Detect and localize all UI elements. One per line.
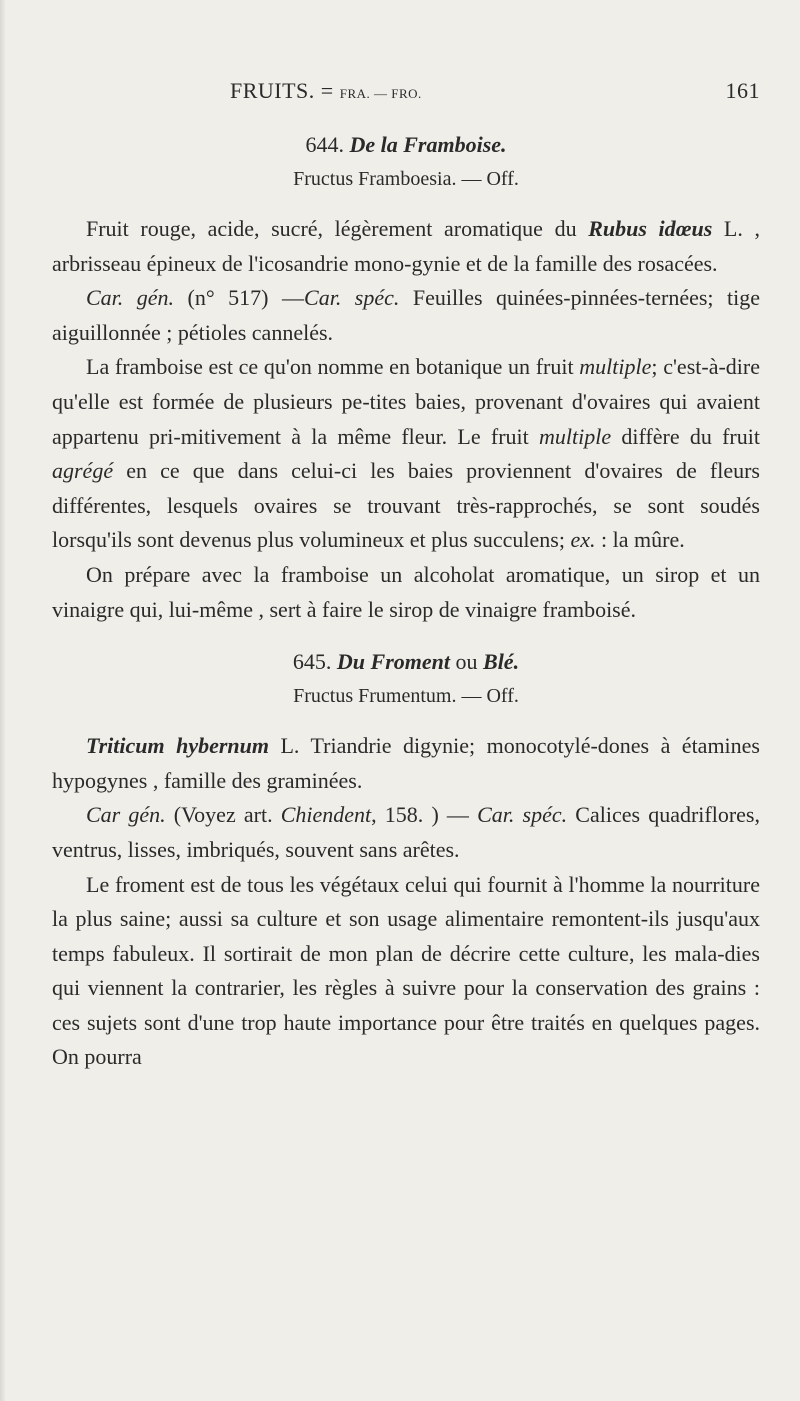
entry-645 xyxy=(52,645,760,1075)
species-name: Triticum hybernum xyxy=(86,733,270,759)
entry-644 xyxy=(52,128,760,627)
text-run: (n° 517) — xyxy=(174,285,305,311)
term-agrege: agrégé xyxy=(52,458,114,484)
spacer xyxy=(52,713,760,729)
entry-645-heading xyxy=(52,645,760,713)
entry-645-title-line xyxy=(52,645,760,679)
text-run: ; c'est-à-dire qu'elle est formée de plusieurs pe-tites baies, provenant d'ovaires qui avaient appartenu pri-mitivement à la même fleur. Le fruit xyxy=(52,354,760,449)
ref-chiendent: Chiendent xyxy=(280,802,372,828)
text-run: , 158. ) — xyxy=(371,802,478,828)
text-run: Fruit rouge, acide, sucré, légèrement aromatique du xyxy=(86,216,589,241)
car-gen-label: Car. gén. xyxy=(86,285,175,311)
text-run: Feuilles quinées-pinnées-ternées; tige aiguillonnée ; pétioles cannelés. xyxy=(52,285,761,345)
term-multiple: multiple xyxy=(539,423,612,449)
text-run: en ce que dans celui-ci les baies proviennent d'ovaires de fleurs différentes, lesquels ovaires se trouvant très-rapprochés, se sont soudés lorsqu'ils sont devenus plus volumineux et plus succulens; xyxy=(52,458,760,553)
running-head-title xyxy=(230,78,422,104)
text-run: (Voyez art. xyxy=(165,802,281,828)
text-run: Calices quadriflores, ventrus, lisses, imbriqués, souvent sans arêtes. xyxy=(52,802,760,862)
entry-644-title: De la Framboise. xyxy=(349,132,507,157)
page-number: 161 xyxy=(725,78,760,103)
car-gen-label: Car gén. xyxy=(86,802,166,828)
entry-644-para-2 xyxy=(52,281,760,350)
text-run: L. Triandrie digynie; monocotylé-dones à étamines hypogynes , famille des graminées. xyxy=(52,733,760,793)
page-spine-shadow xyxy=(0,0,6,1401)
entry-644-latin: Fructus Framboesia. — Off. xyxy=(293,168,519,190)
entry-644-title-line xyxy=(52,128,760,162)
entry-645-number: 645. xyxy=(292,649,332,675)
entry-645-para-1 xyxy=(52,729,760,798)
running-head-range: FRA. — FRO. xyxy=(339,86,422,101)
text-run: diffère du fruit xyxy=(611,423,760,449)
entry-644-para-3 xyxy=(52,350,760,558)
abbr-ex: ex. xyxy=(570,527,596,553)
entry-645-para-3: Le froment est de tous les végétaux celui qui fournit à l'homme la nourriture la plus saine; aussi sa culture et son usage alimentaire remontent-ils jusqu'aux temps fabuleux. Il sortirait de mon plan de décrire cette culture, les mala-dies qui viennent la contrarier, les règles à suivre pour la conservation des grains : ces sujets sont d'une trop haute importance pour être traités en quelques pages. On pourra xyxy=(52,871,760,1070)
text-run: : la mûre. xyxy=(595,527,685,553)
entry-645-title-b: Blé. xyxy=(483,649,520,675)
term-multiple: multiple xyxy=(579,354,652,380)
car-spec-label: Car. spéc. xyxy=(477,802,568,828)
text-run: La framboise est ce qu'on nomme en botanique un fruit xyxy=(86,354,580,380)
text-run: L. , arbrisseau épineux de l'icosandrie mono-gynie et de la famille des rosacées. xyxy=(52,216,760,276)
entry-644-para-1 xyxy=(52,212,760,281)
entry-645-title-ou: ou xyxy=(450,649,484,675)
entry-644-number: 644. xyxy=(305,132,344,157)
spacer xyxy=(52,196,760,212)
entry-645-para-2 xyxy=(52,798,760,867)
car-spec-label: Car. spéc. xyxy=(304,285,400,311)
species-name: Rubus idœus xyxy=(588,216,713,241)
running-head-equals: = xyxy=(320,78,334,103)
running-head-prefix: FRUITS. xyxy=(230,78,315,103)
running-head xyxy=(52,78,760,108)
entry-645-latin: Fructus Frumentum. — Off. xyxy=(293,685,519,708)
entry-644-para-4: On prépare avec la framboise un alcoholat aromatique, un sirop et un vinaigre qui, lui-même , sert à faire le sirop de vinaigre framboisé. xyxy=(52,561,760,622)
entry-644-heading xyxy=(52,128,760,196)
entry-645-title-a: Du Froment xyxy=(336,649,451,675)
